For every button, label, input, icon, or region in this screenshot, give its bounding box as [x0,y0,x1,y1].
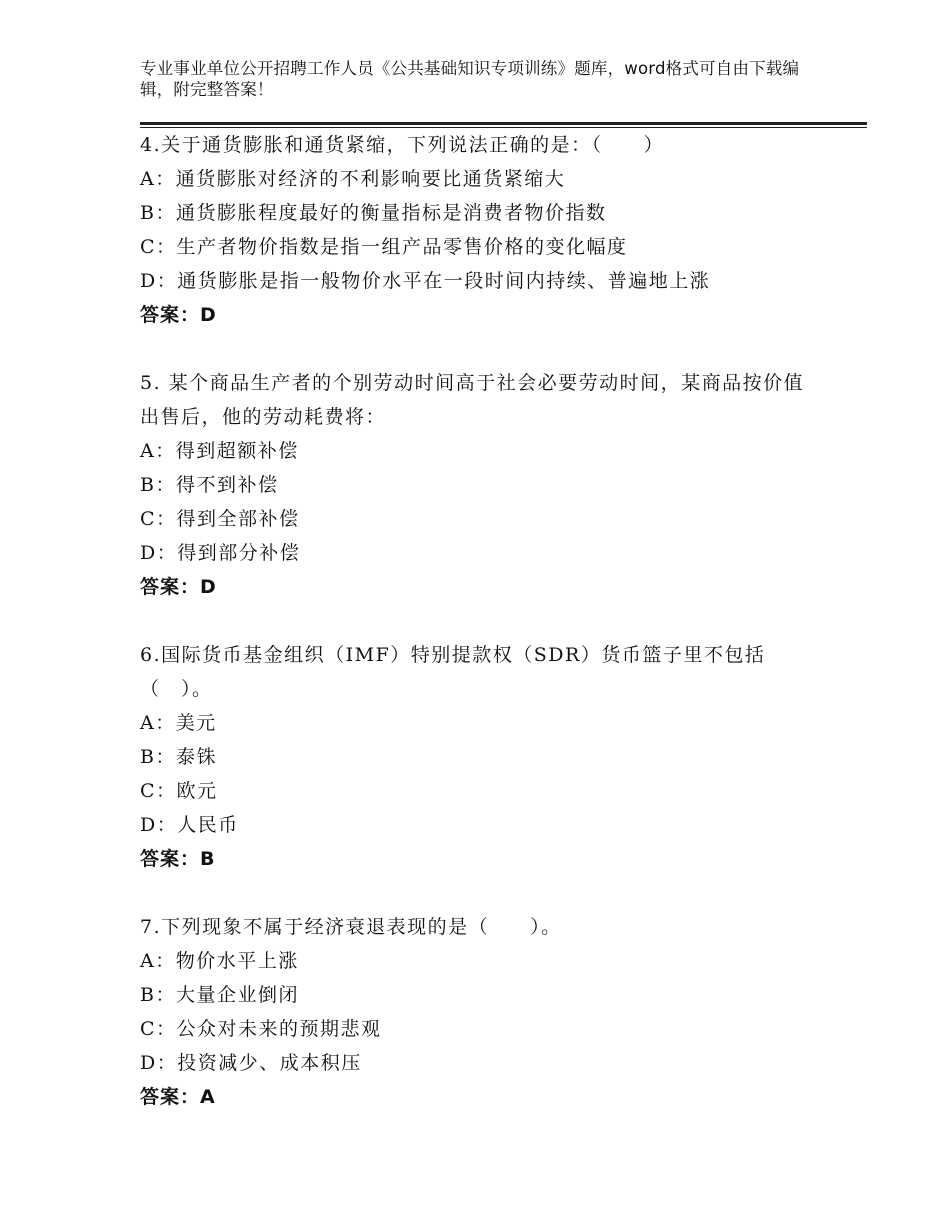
option-a: A：物价水平上涨 [140,950,299,972]
answer-line: 答案：B [140,848,216,870]
question-list [140,128,820,1114]
question-text: 4.关于通货膨胀和通货紧缩，下列说法正确的是：（ ） [140,134,665,156]
option-b: B：得不到补偿 [140,474,279,496]
option-a: A：美元 [140,712,217,734]
option-b: B：通货膨胀程度最好的衡量指标是消费者物价指数 [140,202,607,224]
header-rule-thick [140,122,867,125]
option-d: D：通货膨胀是指一般物价水平在一段时间内持续、普遍地上涨 [140,270,711,292]
spacer [140,604,820,638]
option-a: A：通货膨胀对经济的不利影响要比通货紧缩大 [140,168,566,190]
document-header: 专业事业单位公开招聘工作人员《公共基础知识专项训练》题库，word格式可自由下载编辑，附完整答案！ [140,59,800,99]
option-c: C：欧元 [140,780,218,802]
option-d: D：得到部分补偿 [140,542,301,564]
spacer [140,876,820,910]
question-4 [140,128,820,332]
answer-line: 答案：A [140,1086,216,1108]
question-text: 5. 某个商品生产者的个别劳动时间高于社会必要劳动时间，某商品按价值出售后，他的劳动耗费将： [140,372,805,428]
question-text: 7.下列现象不属于经济衰退表现的是（ ）。 [140,916,562,938]
option-b: B：大量企业倒闭 [140,984,299,1006]
option-d: D：投资减少、成本积压 [140,1052,362,1074]
spacer [140,332,820,366]
answer-line: 答案：D [140,304,217,326]
option-c: C：得到全部补偿 [140,508,300,530]
question-5 [140,366,820,604]
answer-line: 答案：D [140,576,217,598]
question-text: 6.国际货币基金组织（IMF）特别提款权（SDR）货币篮子里不包括（ ）。 [140,644,766,700]
option-d: D：人民币 [140,814,239,836]
option-c: C：生产者物价指数是指一组产品零售价格的变化幅度 [140,236,628,258]
option-c: C：公众对未来的预期悲观 [140,1018,382,1040]
option-a: A：得到超额补偿 [140,440,299,462]
option-b: B：泰铢 [140,746,217,768]
question-6 [140,638,820,876]
question-7 [140,910,820,1114]
